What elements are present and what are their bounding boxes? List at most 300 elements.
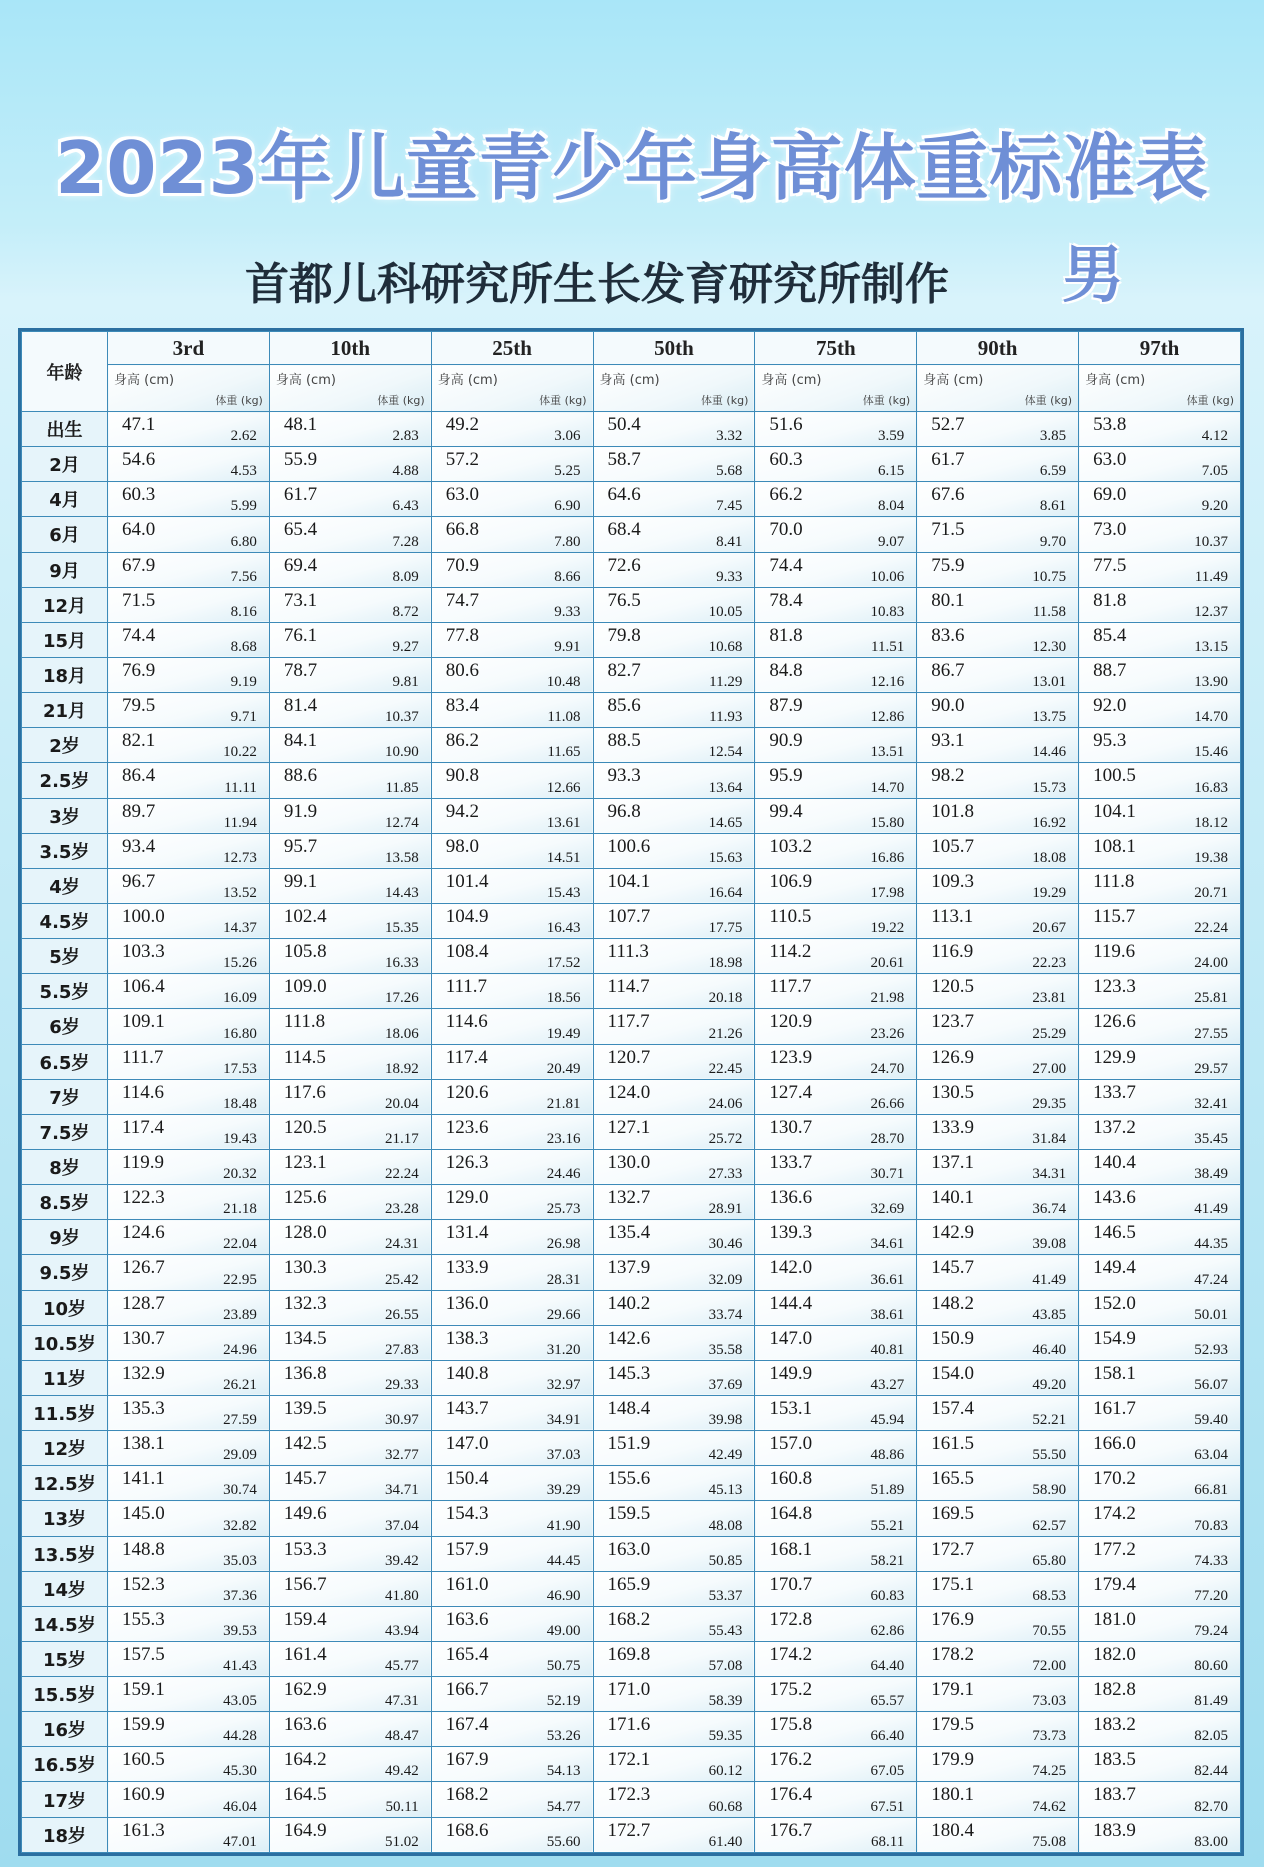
weight-value: 38.49 <box>1194 1166 1228 1183</box>
weight-value: 33.74 <box>708 1306 743 1323</box>
weight-value: 11.49 <box>1194 568 1228 585</box>
measurement-cell <box>1079 1536 1241 1571</box>
weight-value: 35.03 <box>223 1552 257 1569</box>
weight-value: 12.66 <box>546 779 581 796</box>
height-value: 182.0 <box>1093 1643 1136 1665</box>
height-unit-label: 身高 (cm) <box>437 373 498 388</box>
height-value: 162.9 <box>283 1679 327 1701</box>
measurement-cell <box>593 587 755 622</box>
measurement-cell <box>593 1395 755 1430</box>
table-row <box>22 833 1241 868</box>
measurement-cell <box>269 1571 431 1606</box>
height-unit-label: 身高 (cm) <box>275 373 336 388</box>
weight-value: 63.04 <box>1194 1447 1228 1464</box>
measurement-cell <box>593 412 755 447</box>
measurement-cell <box>269 552 431 587</box>
measurement-cell <box>431 763 593 798</box>
measurement-cell <box>755 412 917 447</box>
height-value: 126.7 <box>122 1257 165 1279</box>
height-value: 123.3 <box>1093 976 1136 998</box>
height-value: 106.4 <box>122 976 165 998</box>
measurement-cell <box>755 1290 917 1325</box>
weight-value: 82.44 <box>1194 1763 1228 1780</box>
measurement-cell <box>1079 1290 1241 1325</box>
measurement-cell <box>917 1641 1079 1676</box>
height-value: 79.8 <box>607 624 641 646</box>
height-value: 142.0 <box>769 1257 813 1279</box>
weight-value: 24.06 <box>708 1095 743 1112</box>
height-value: 47.1 <box>122 414 156 435</box>
height-value: 169.8 <box>607 1643 651 1665</box>
height-value: 137.1 <box>931 1151 974 1173</box>
height-value: 164.9 <box>283 1819 327 1841</box>
weight-value: 14.46 <box>1032 744 1067 761</box>
weight-value: 20.71 <box>1194 884 1228 901</box>
height-value: 89.7 <box>122 800 156 822</box>
weight-value: 14.70 <box>870 779 905 796</box>
table-row <box>22 1817 1241 1852</box>
measurement-cell <box>108 728 270 763</box>
measurement-cell <box>917 587 1079 622</box>
measurement-cell <box>108 798 270 833</box>
age-cell: 10岁 <box>22 1290 108 1325</box>
weight-value: 25.29 <box>1032 1025 1067 1042</box>
height-value: 102.4 <box>283 905 327 927</box>
measurement-cell <box>108 1185 270 1220</box>
height-value: 114.6 <box>445 1011 488 1033</box>
weight-value: 82.05 <box>1194 1728 1228 1745</box>
age-cell: 18月 <box>22 657 108 692</box>
height-value: 86.7 <box>931 659 965 681</box>
measurement-cell <box>917 1606 1079 1641</box>
height-value: 141.1 <box>122 1468 165 1490</box>
height-value: 120.9 <box>769 1011 813 1033</box>
measurement-cell <box>269 622 431 657</box>
measurement-cell <box>917 1185 1079 1220</box>
height-value: 148.2 <box>931 1292 974 1314</box>
height-value: 140.8 <box>445 1362 489 1384</box>
height-value: 81.4 <box>283 695 318 717</box>
weight-value: 74.33 <box>1194 1552 1228 1569</box>
height-value: 145.7 <box>283 1468 327 1490</box>
height-value: 96.7 <box>122 870 156 892</box>
measurement-cell <box>755 587 917 622</box>
weight-value: 19.22 <box>870 920 905 937</box>
weight-value: 43.27 <box>870 1376 905 1393</box>
weight-value: 17.26 <box>384 990 419 1007</box>
weight-value: 48.08 <box>708 1517 743 1534</box>
height-value: 183.2 <box>1093 1714 1136 1736</box>
height-value: 65.4 <box>283 519 318 541</box>
height-value: 152.3 <box>122 1573 165 1595</box>
height-value: 161.4 <box>283 1643 327 1665</box>
height-value: 151.9 <box>607 1433 651 1455</box>
weight-value: 52.93 <box>1194 1341 1228 1358</box>
height-value: 123.1 <box>283 1151 327 1173</box>
weight-value: 52.21 <box>1032 1412 1067 1429</box>
height-value: 92.0 <box>1093 695 1127 717</box>
weight-value: 60.68 <box>708 1798 743 1815</box>
weight-value: 25.73 <box>546 1201 581 1218</box>
height-value: 150.9 <box>931 1327 974 1349</box>
age-cell: 3岁 <box>22 798 108 833</box>
weight-value: 23.26 <box>870 1025 905 1042</box>
age-cell: 9.5岁 <box>22 1255 108 1290</box>
measurement-cell <box>108 1325 270 1360</box>
table-row <box>22 657 1241 692</box>
height-value: 76.5 <box>607 589 641 611</box>
weight-value: 29.35 <box>1032 1095 1067 1112</box>
height-value: 49.2 <box>445 414 479 435</box>
height-value: 103.3 <box>122 941 165 963</box>
weight-value: 7.45 <box>716 498 743 515</box>
height-value: 117.4 <box>122 1116 165 1138</box>
weight-value: 62.57 <box>1032 1517 1067 1534</box>
measurement-cell <box>917 974 1079 1009</box>
height-value: 133.9 <box>445 1257 489 1279</box>
height-value: 72.6 <box>607 554 641 576</box>
measurement-cell <box>431 1395 593 1430</box>
height-value: 176.4 <box>769 1784 813 1806</box>
measurement-cell <box>431 1079 593 1114</box>
weight-value: 10.05 <box>708 603 743 620</box>
measurement-cell <box>1079 1501 1241 1536</box>
weight-value: 44.45 <box>546 1552 581 1569</box>
measurement-cell <box>593 1747 755 1782</box>
height-value: 83.6 <box>931 624 965 646</box>
weight-value: 3.32 <box>716 428 743 445</box>
height-value: 168.1 <box>769 1538 813 1560</box>
weight-value: 55.21 <box>870 1517 905 1534</box>
measurement-cell <box>593 517 755 552</box>
height-value: 126.6 <box>1093 1011 1136 1033</box>
height-value: 64.6 <box>607 484 641 506</box>
weight-value: 11.29 <box>709 674 743 691</box>
measurement-cell <box>755 798 917 833</box>
weight-value: 55.50 <box>1032 1447 1067 1464</box>
measurement-cell <box>755 1431 917 1466</box>
height-value: 109.3 <box>931 870 974 892</box>
weight-value: 57.08 <box>708 1658 743 1675</box>
measurement-cell <box>755 1677 917 1712</box>
weight-value: 12.73 <box>223 849 257 866</box>
weight-value: 36.74 <box>1032 1201 1067 1218</box>
measurement-cell <box>917 1149 1079 1184</box>
measurement-cell <box>1079 693 1241 728</box>
measurement-cell <box>108 1712 270 1747</box>
height-value: 176.9 <box>931 1608 974 1630</box>
weight-value: 11.08 <box>547 709 581 726</box>
height-value: 117.7 <box>769 976 812 998</box>
measurement-cell <box>1079 939 1241 974</box>
height-value: 73.1 <box>283 589 318 611</box>
weight-value: 82.70 <box>1194 1798 1228 1815</box>
height-value: 180.1 <box>931 1784 974 1806</box>
height-value: 77.5 <box>1093 554 1127 576</box>
table-row <box>22 1395 1241 1430</box>
height-value: 135.3 <box>122 1397 165 1419</box>
height-value: 153.1 <box>769 1397 813 1419</box>
height-value: 179.4 <box>1093 1573 1136 1595</box>
height-value: 114.6 <box>122 1081 165 1103</box>
weight-value: 49.00 <box>546 1622 581 1639</box>
age-column-header: 年龄 <box>22 332 108 412</box>
height-value: 160.5 <box>122 1749 165 1771</box>
measurement-cell <box>755 763 917 798</box>
height-value: 147.0 <box>769 1327 813 1349</box>
height-value: 152.0 <box>1093 1292 1136 1314</box>
weight-value: 68.11 <box>871 1834 905 1850</box>
measurement-cell <box>108 552 270 587</box>
percentile-header: 97th <box>1079 332 1241 365</box>
weight-value: 35.45 <box>1194 1130 1228 1147</box>
table-row <box>22 1255 1241 1290</box>
measurement-cell <box>108 1290 270 1325</box>
height-value: 175.2 <box>769 1679 813 1701</box>
weight-value: 32.69 <box>870 1201 905 1218</box>
weight-value: 2.83 <box>392 428 419 445</box>
percentile-header: 75th <box>755 332 917 365</box>
weight-value: 19.29 <box>1032 884 1067 901</box>
measurement-cell <box>431 517 593 552</box>
measurement-cell <box>593 833 755 868</box>
weight-value: 12.86 <box>870 709 905 726</box>
height-value: 111.3 <box>607 941 649 963</box>
measurement-cell <box>917 657 1079 692</box>
measurement-cell <box>917 1395 1079 1430</box>
weight-value: 80.60 <box>1194 1658 1228 1675</box>
height-value: 126.9 <box>931 1046 974 1068</box>
weight-value: 8.16 <box>230 603 257 620</box>
measurement-cell <box>269 1185 431 1220</box>
height-value: 172.3 <box>607 1784 651 1806</box>
measurement-cell <box>1079 1255 1241 1290</box>
measurement-cell <box>755 657 917 692</box>
weight-value: 50.85 <box>708 1552 743 1569</box>
age-cell: 6岁 <box>22 1009 108 1044</box>
weight-value: 22.04 <box>223 1236 257 1253</box>
height-value: 84.1 <box>283 730 318 752</box>
measurement-cell <box>593 1255 755 1290</box>
height-value: 178.2 <box>931 1643 974 1665</box>
height-value: 101.4 <box>445 870 489 892</box>
measurement-cell <box>1079 763 1241 798</box>
weight-value: 15.63 <box>708 849 743 866</box>
height-value: 123.7 <box>931 1011 974 1033</box>
height-value: 103.2 <box>769 835 813 857</box>
height-value: 181.0 <box>1093 1608 1136 1630</box>
measurement-cell <box>431 1290 593 1325</box>
weight-value: 17.75 <box>708 920 743 937</box>
height-value: 74.4 <box>769 554 803 576</box>
weight-value: 58.39 <box>708 1693 743 1710</box>
height-value: 179.9 <box>931 1749 974 1771</box>
measurement-cell <box>431 1747 593 1782</box>
measurement-cell <box>269 412 431 447</box>
measurement-cell <box>917 693 1079 728</box>
weight-value: 51.89 <box>870 1482 905 1499</box>
weight-value: 40.81 <box>870 1341 905 1358</box>
height-value: 174.2 <box>1093 1503 1136 1525</box>
height-value: 87.9 <box>769 695 803 717</box>
measurement-cell <box>917 1712 1079 1747</box>
measurement-cell <box>1079 517 1241 552</box>
weight-value: 13.01 <box>1032 674 1067 691</box>
height-value: 51.6 <box>769 414 803 435</box>
height-value: 130.3 <box>283 1257 327 1279</box>
height-value: 154.3 <box>445 1503 489 1525</box>
table-row <box>22 1220 1241 1255</box>
height-value: 74.7 <box>445 589 479 611</box>
height-value: 55.9 <box>283 449 318 471</box>
height-value: 148.4 <box>607 1397 651 1419</box>
height-value: 54.6 <box>122 449 156 471</box>
weight-value: 14.51 <box>546 849 581 866</box>
weight-value: 55.60 <box>546 1834 581 1850</box>
weight-value: 37.04 <box>384 1517 419 1534</box>
measurement-cell <box>917 1044 1079 1079</box>
measurement-cell <box>755 517 917 552</box>
height-value: 165.5 <box>931 1468 974 1490</box>
weight-value: 16.80 <box>223 1025 257 1042</box>
measurement-cell <box>593 693 755 728</box>
measurement-cell <box>269 517 431 552</box>
weight-unit-label: 体重 (kg) <box>1024 394 1073 407</box>
height-value: 172.7 <box>607 1819 651 1841</box>
height-value: 167.4 <box>445 1714 489 1736</box>
age-cell: 12岁 <box>22 1431 108 1466</box>
table-row <box>22 1677 1241 1712</box>
weight-value: 67.05 <box>870 1763 905 1780</box>
weight-value: 43.05 <box>223 1693 257 1710</box>
measurement-cell <box>593 1149 755 1184</box>
weight-value: 9.70 <box>1039 533 1067 550</box>
age-cell: 2.5岁 <box>22 763 108 798</box>
height-value: 94.2 <box>445 800 479 822</box>
age-cell: 12.5岁 <box>22 1466 108 1501</box>
height-value: 116.9 <box>931 941 974 963</box>
height-value: 81.8 <box>1093 589 1127 611</box>
measurement-cell <box>1079 1395 1241 1430</box>
weight-value: 41.80 <box>384 1587 419 1604</box>
weight-value: 73.03 <box>1032 1693 1067 1710</box>
height-value: 130.7 <box>769 1116 813 1138</box>
weight-value: 2.62 <box>230 428 257 445</box>
measurement-cell <box>917 1325 1079 1360</box>
measurement-cell <box>755 1149 917 1184</box>
height-unit-label: 身高 (cm) <box>599 373 660 388</box>
table-row <box>22 1641 1241 1676</box>
table-row <box>22 517 1241 552</box>
age-cell: 7.5岁 <box>22 1114 108 1149</box>
height-value: 108.4 <box>445 941 489 963</box>
weight-unit-label: 体重 (kg) <box>377 394 425 407</box>
height-value: 149.4 <box>1093 1257 1136 1279</box>
measurement-cell <box>108 622 270 657</box>
weight-value: 67.51 <box>870 1798 905 1815</box>
weight-value: 53.37 <box>708 1587 743 1604</box>
weight-value: 17.53 <box>223 1060 257 1077</box>
measurement-cell <box>269 1782 431 1817</box>
measurement-cell <box>593 1079 755 1114</box>
weight-value: 41.90 <box>546 1517 581 1534</box>
weight-value: 54.77 <box>546 1798 581 1815</box>
measurement-cell <box>1079 412 1241 447</box>
height-value: 74.4 <box>122 624 156 646</box>
weight-value: 29.57 <box>1194 1060 1228 1077</box>
height-value: 164.8 <box>769 1503 813 1525</box>
height-value: 160.8 <box>769 1468 813 1490</box>
measurement-cell <box>593 1641 755 1676</box>
measurement-cell <box>917 1114 1079 1149</box>
height-value: 71.5 <box>122 589 156 611</box>
measurement-cell <box>1079 1079 1241 1114</box>
measurement-cell <box>269 1606 431 1641</box>
weight-value: 10.68 <box>708 638 743 655</box>
weight-value: 13.64 <box>708 779 743 796</box>
height-value: 155.3 <box>122 1608 165 1630</box>
weight-value: 9.71 <box>230 709 257 726</box>
height-value: 166.7 <box>445 1679 489 1701</box>
measurement-cell <box>108 482 270 517</box>
age-cell: 13.5岁 <box>22 1536 108 1571</box>
measurement-cell <box>431 1044 593 1079</box>
height-value: 165.4 <box>445 1643 489 1665</box>
height-value: 105.7 <box>931 835 974 857</box>
weight-value: 13.58 <box>384 849 419 866</box>
weight-value: 24.46 <box>546 1166 581 1183</box>
measurement-cell <box>593 482 755 517</box>
height-value: 85.4 <box>1093 624 1127 646</box>
height-value: 75.9 <box>931 554 965 576</box>
height-value: 161.0 <box>445 1573 489 1595</box>
weight-value: 75.08 <box>1032 1834 1067 1850</box>
weight-value: 56.07 <box>1194 1376 1228 1393</box>
weight-value: 10.37 <box>1194 533 1228 550</box>
weight-value: 6.59 <box>1039 463 1067 480</box>
height-value: 100.5 <box>1093 765 1136 787</box>
weight-value: 50.75 <box>546 1658 581 1675</box>
table-row <box>22 1114 1241 1149</box>
height-value: 88.5 <box>607 730 641 752</box>
height-value: 86.2 <box>445 730 479 752</box>
weight-value: 43.94 <box>384 1622 419 1639</box>
measurement-cell <box>269 1079 431 1114</box>
measurement-cell <box>593 1606 755 1641</box>
measurement-cell <box>269 1817 431 1852</box>
age-cell: 3.5岁 <box>22 833 108 868</box>
weight-value: 8.04 <box>877 498 905 515</box>
measurement-cell <box>1079 1606 1241 1641</box>
height-value: 68.4 <box>607 519 641 541</box>
measurement-cell <box>108 1079 270 1114</box>
measurement-cell <box>917 1079 1079 1114</box>
weight-value: 16.92 <box>1032 814 1067 831</box>
height-value: 60.3 <box>769 449 803 471</box>
weight-value: 70.83 <box>1194 1517 1228 1534</box>
weight-value: 21.26 <box>708 1025 743 1042</box>
weight-value: 43.85 <box>1032 1306 1067 1323</box>
height-value: 150.4 <box>445 1468 489 1490</box>
height-value: 48.1 <box>283 414 318 435</box>
measurement-cell <box>108 1817 270 1852</box>
height-value: 120.5 <box>931 976 974 998</box>
weight-value: 44.28 <box>223 1728 257 1745</box>
height-value: 140.1 <box>931 1187 974 1209</box>
measurement-cell <box>1079 482 1241 517</box>
measurement-cell <box>593 798 755 833</box>
height-value: 127.1 <box>607 1116 651 1138</box>
